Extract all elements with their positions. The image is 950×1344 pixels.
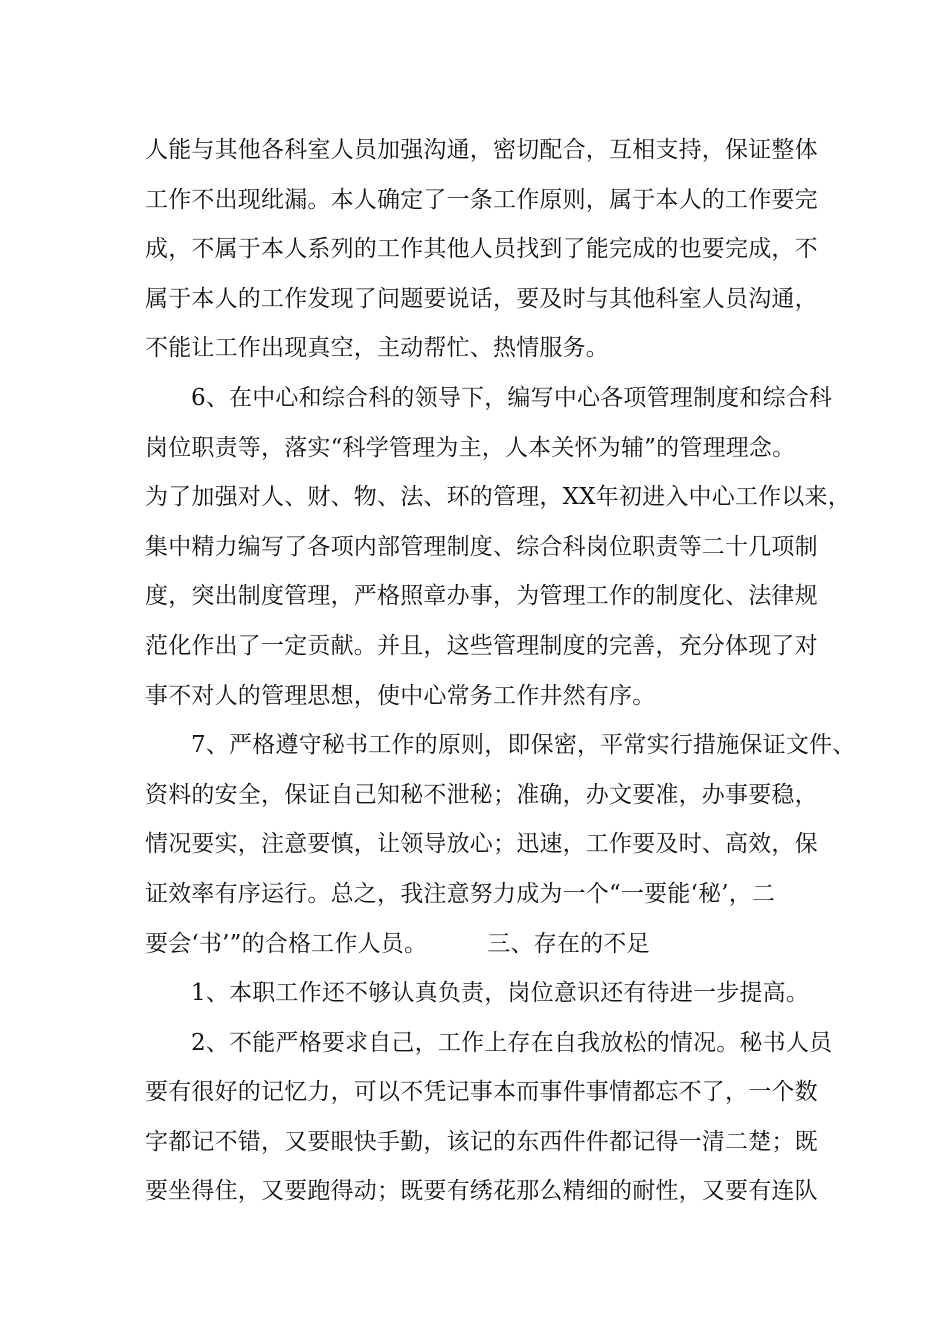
text-line: 岗位职责等，落实“科学管理为主，人本关怀为辅”的管理理念。 — [145, 434, 796, 461]
text-line: 范化作出了一定贡献。并且，这些管理制度的完善，充分体现了对 — [145, 632, 818, 659]
text-line: 工作不出现纰漏。本人确定了一条工作原则，属于本人的工作要完 — [145, 186, 818, 213]
document-body — [145, 126, 856, 1217]
text-line: 要坐得住，又要跑得动；既要有绣花那么精细的耐性，又要有连队 — [145, 1178, 818, 1205]
text-line: 情况要实，注意要慎，让领导放心；迅速，工作要及时、高效，保 — [145, 831, 818, 858]
text-line: 资料的安全，保证自己知秘不泄秘；准确，办文要准，办事要稳， — [145, 781, 818, 808]
text-line: 要有很好的记忆力，可以不凭记事本而事件事情都忘不了，一个数 — [145, 1079, 818, 1106]
text-line: 字都记不错，又要眼快手勤，该记的东西件件都记得一清二楚；既 — [145, 1128, 818, 1155]
text-line: 证效率有序运行。总之，我注意努力成为一个“一要能‘秘’，二 — [145, 880, 776, 907]
text-line: 事不对人的管理思想，使中心常务工作井然有序。 — [145, 682, 656, 709]
text-line: 成，不属于本人系列的工作其他人员找到了能完成的也要完成，不 — [145, 236, 818, 263]
paragraph-start-line: 2、不能严格要求自己，工作上存在自我放松的情况。秘书人员 — [191, 1029, 833, 1056]
text-line: 属于本人的工作发现了问题要说话，要及时与其他科室人员沟通， — [145, 285, 818, 312]
text-line-with-heading: 要会‘书’”的合格工作人员。 三、存在的不足 — [145, 930, 650, 957]
paragraph-start-line: 6、在中心和综合科的领导下，编写中心各项管理制度和综合科 — [191, 384, 833, 411]
text-line: 人能与其他各科室人员加强沟通，密切配合，互相支持，保证整体 — [145, 137, 818, 163]
text-line: 集中精力编写了各项内部管理制度、综合科岗位职责等二十几项制 — [145, 533, 818, 560]
paragraph-start-line: 7、严格遵守秘书工作的原则，即保密，平常实行措施保证文件、 — [191, 732, 856, 759]
text-line: 不能让工作出现真空，主动帮忙、热情服务。 — [145, 335, 609, 362]
paragraph-start-line: 1、本职工作还不够认真负责，岗位意识还有待进一步提高。 — [191, 980, 810, 1007]
text-line: 度，突出制度管理，严格照章办事，为管理工作的制度化、法律规 — [145, 583, 818, 610]
text-line: 为了加强对人、财、物、法、环的管理，XX年初进入中心工作以来， — [145, 484, 851, 511]
